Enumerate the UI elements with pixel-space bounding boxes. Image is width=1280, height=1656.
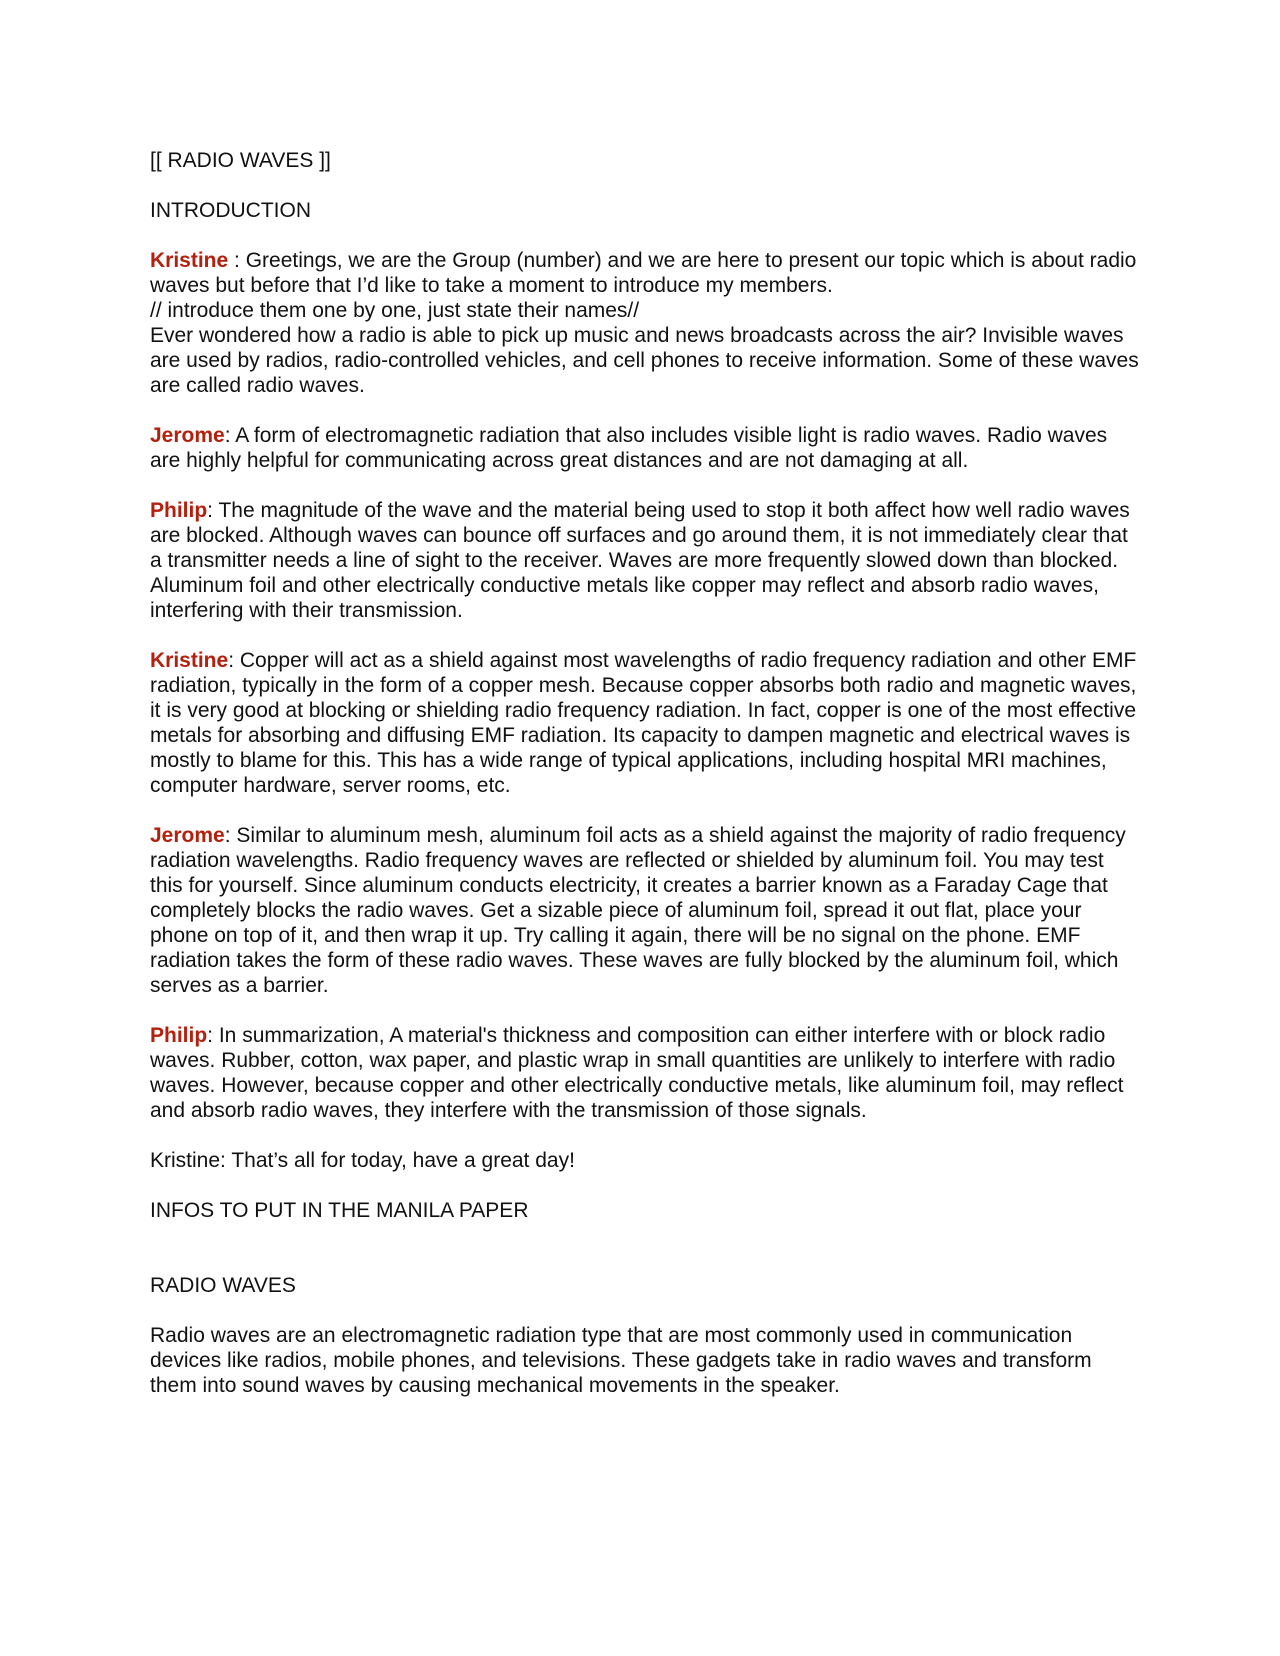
speaker-separator: :: [207, 1024, 219, 1047]
section-heading-introduction: INTRODUCTION: [150, 199, 311, 222]
speaker-separator: :: [228, 249, 246, 272]
speaker-name: Kristine: [150, 1149, 221, 1172]
script-paragraph: [150, 648, 1140, 798]
script-paragraph: [150, 248, 1140, 398]
script-text: In summarization, A material's thickness and composition can either interfere with or block radio waves. Rubber, cotton, wax paper, and plastic wrap in small quantities are unlikely to interfere with radio waves. However, because copper and other electrically conductive metals, like aluminum foil, may reflect and absorb radio waves, they interfere with the transmission of those signals.: [150, 1024, 1124, 1122]
closing-paragraph: [150, 1148, 1140, 1173]
speaker-name: Jerome: [150, 824, 225, 847]
section-heading-infos: INFOS TO PUT IN THE MANILA PAPER: [150, 1199, 529, 1222]
speaker-name: Kristine: [150, 649, 229, 672]
script-text: Greetings, we are the Group (number) and we are here to present our topic which is about radio waves but before that I’d like to take a moment to introduce my members. // introduce them one by one, just state their names// Ever wondered how a radio is able to pick up music and news broadcasts across the air? Invisible waves are used by radios, radio-controlled vehicles, and cell phones to receive information. Some of these waves are called radio waves.: [150, 249, 1139, 397]
script-paragraph: [150, 498, 1140, 623]
closing-text: That’s all for today, have a great day!: [231, 1149, 575, 1172]
document-body: [150, 148, 1140, 1448]
speaker-separator: :: [220, 1149, 232, 1172]
infos-text: Radio waves are an electromagnetic radiation type that are most commonly used in communication devices like radios, mobile phones, and televisions. These gadgets take in radio waves and transform them into sound waves by causing mechanical movements in the speaker.: [150, 1324, 1092, 1397]
script-text: A form of electromagnetic radiation that also includes visible light is radio waves. Radio waves are highly helpful for communicating across great distances and are not damaging at all.: [150, 424, 1108, 472]
infos-block: [150, 1248, 1140, 1423]
speaker-name: Philip: [150, 499, 208, 522]
infos-heading: RADIO WAVES: [150, 1274, 296, 1297]
speaker-name: Kristine: [150, 249, 229, 272]
speaker-separator: :: [224, 424, 236, 447]
script-paragraph: [150, 1023, 1140, 1123]
script-text: Copper will act as a shield against most wavelengths of radio frequency radiation and other EMF radiation, typically in the form of a copper mesh. Because copper absorbs both radio and magnetic waves, it is very good at blocking or shielding radio frequency radiation. In fact, copper is one of the most effective metals for absorbing and diffusing EMF radiation. Its capacity to dampen magnetic and electrical waves is mostly to blame for this. This has a wide range of typical applications, including hospital MRI machines, computer hardware, server rooms, etc.: [150, 649, 1137, 797]
speaker-separator: :: [224, 824, 237, 847]
script-paragraph: [150, 423, 1140, 473]
script-text: The magnitude of the wave and the material being used to stop it both affect how well radio waves are blocked. Although waves can bounce off surfaces and go around them, it is not immediately clear that a transmitter needs a line of sight to the receiver. Waves are more frequently slowed down than blocked. Aluminum foil and other electrically conductive metals like copper may reflect and absorb radio waves, interfering with their transmission.: [150, 499, 1130, 622]
speaker-separator: :: [228, 649, 240, 672]
script-text: Similar to aluminum mesh, aluminum foil acts as a shield against the majority of radio frequency radiation wavelengths. Radio frequency waves are reflected or shielded by aluminum foil. You may test this for yourself. Since aluminum conducts electricity, it creates a barrier known as a Faraday Cage that completely blocks the radio waves. Get a sizable piece of aluminum foil, spread it out flat, place your phone on top of it, and then wrap it up. Try calling it again, there will be no signal on the phone. EMF radiation takes the form of these radio waves. These waves are fully blocked by the aluminum foil, which serves as a barrier.: [150, 824, 1126, 997]
speaker-name: Jerome: [150, 424, 225, 447]
speaker-name: Philip: [150, 1024, 208, 1047]
speaker-separator: :: [207, 499, 219, 522]
document-title: [[ RADIO WAVES ]]: [150, 149, 331, 172]
script-paragraph: [150, 823, 1140, 998]
